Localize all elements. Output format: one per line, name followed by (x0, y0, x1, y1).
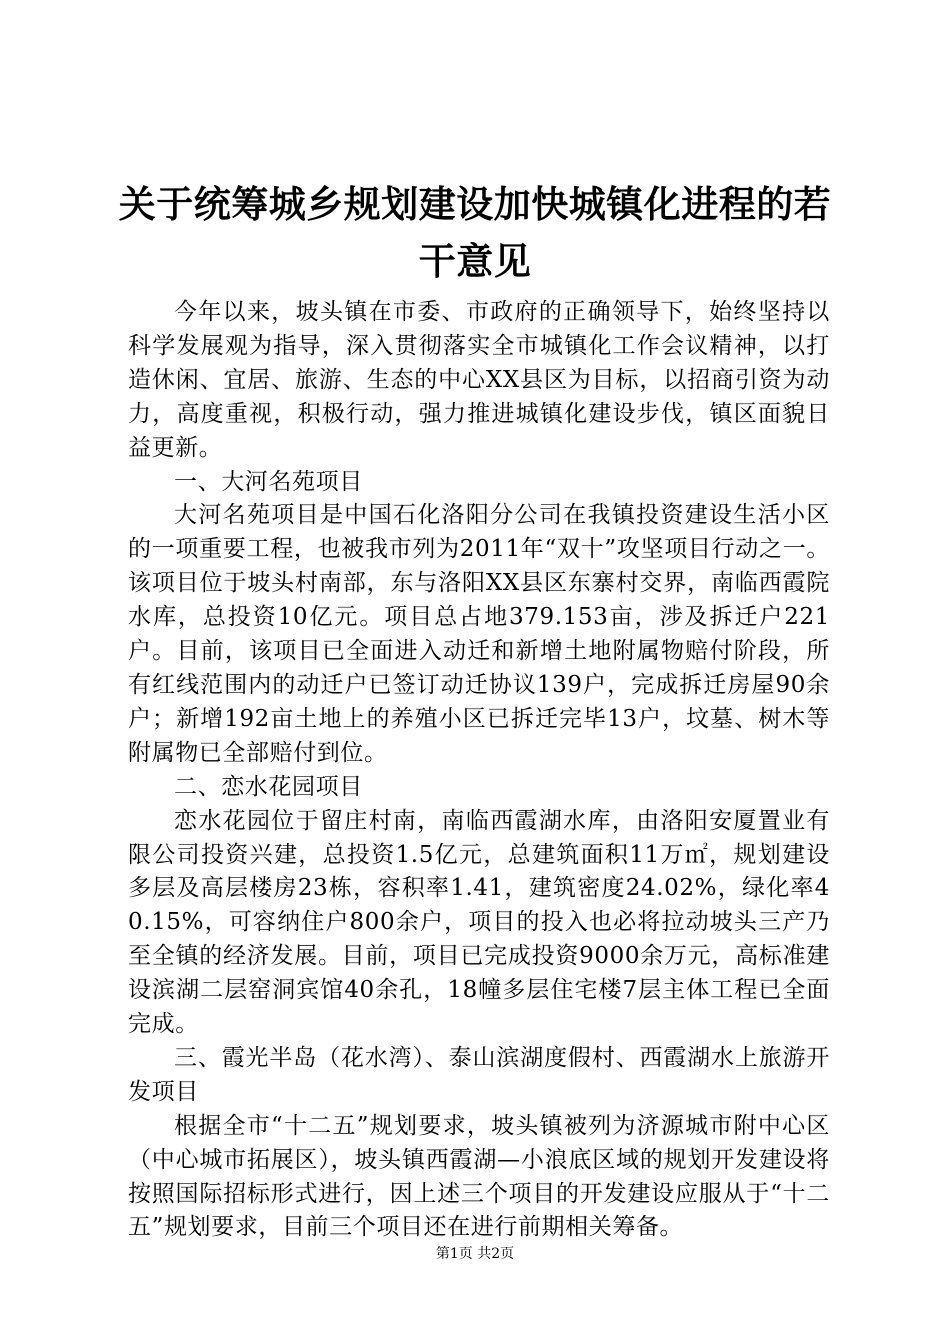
section-heading-2: 二、恋水花园项目 (174, 773, 363, 800)
page-number-footer: 第1页 共2页 (435, 1246, 515, 1262)
section-heading-1: 一、大河名苑项目 (174, 468, 363, 495)
paragraph-section-3: 根据全市“十二五”规划要求，坡头镇被列为济源城市附中心区（中心城市拓展区），坡头镇西霞湖—小浪底区域的规划开发建设将按照国际招标形式进行，因上述三个项目的开发建设应服从于“十二五”规划要求，目前三个项目还在进行前期相关筹备。 (128, 1112, 830, 1241)
paragraph-intro: 今年以来，坡头镇在市委、市政府的正确领导下，始终坚持以科学发展观为指导，深入贯彻落实全市城镇化工作会议精神，以打造休闲、宜居、旅游、生态的中心XX县区为目标，以招商引资为动力，高度重视，积极行动，强力推进城镇化建设步伐，镇区面貌日益更新。 (128, 299, 830, 461)
section-heading-3: 三、霞光半岛（花水湾）、泰山滨湖度假村、西霞湖水上旅游开发项目 (128, 1044, 830, 1105)
document-title: 关于统筹城乡规划建设加快城镇化进程的若干意见 (118, 183, 832, 283)
document-body (128, 296, 830, 1245)
paragraph-section-1: 大河名苑项目是中国石化洛阳分公司在我镇投资建设生活小区的一项重要工程，也被我市列为2011年“双十”攻坚项目行动之一。该项目位于坡头村南部，东与洛阳XX县区东寨村交界，南临西霞院水库，总投资10亿元。项目总占地379.153亩，涉及拆迁户221户。目前，该项目已全面进入动迁和新增土地附属物赔付阶段，所有红线范围内的动迁户已签订动迁协议139户，完成拆迁房屋90余户；新增192亩土地上的养殖小区已拆迁完毕13户，坟墓、树木等附属物已全部赔付到位。 (128, 502, 830, 766)
paragraph-section-2: 恋水花园位于留庄村南，南临西霞湖水库，由洛阳安厦置业有限公司投资兴建，总投资1.5亿元，总建筑面积11万㎡，规划建设多层及高层楼房23栋，容积率1.41，建筑密度24.02%，绿化率40.15%，可容纳住户800余户，项目的投入也必将拉动坡头三产乃至全镇的经济发展。目前，项目已完成投资9000余万元，高标准建设滨湖二层窑洞宾馆40余孔，18幢多层住宅楼7层主体工程已全面完成。 (128, 807, 830, 1038)
